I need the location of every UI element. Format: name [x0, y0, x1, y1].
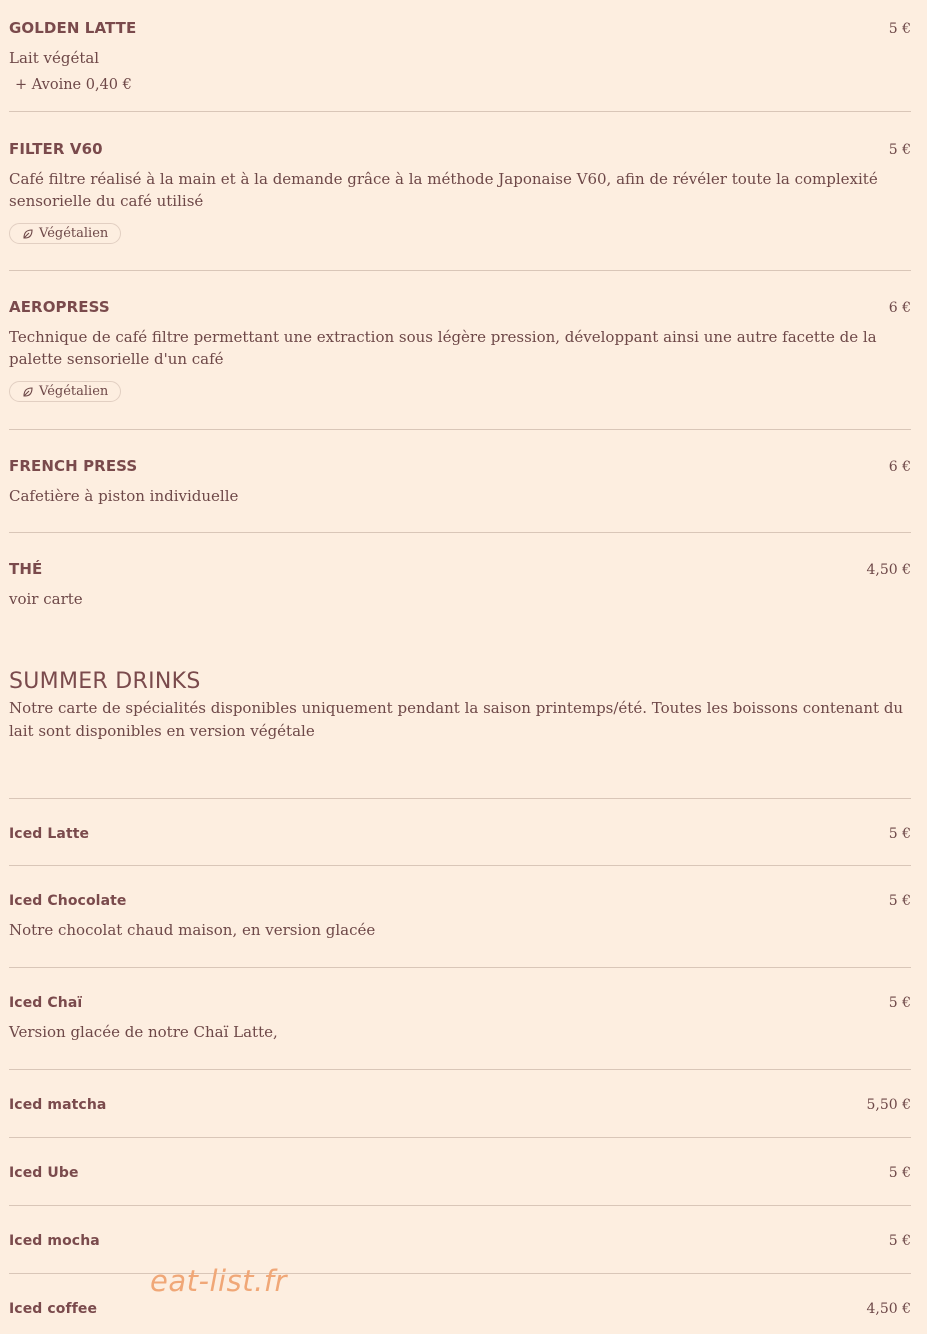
section-description: Notre carte de spécialités disponibles uniquement pendant la saison printemps/été. Toutes les boissons contenant du lait sont disponibles en version végétale — [9, 699, 904, 740]
menu-container — [9, 0, 911, 1334]
menu-item-the[interactable] — [9, 533, 911, 669]
item-description: Version glacée de notre Chaï Latte, — [9, 1023, 278, 1041]
menu-item-aeropress[interactable] — [9, 271, 911, 430]
leaf-icon — [22, 228, 34, 240]
item-price: 5 € — [888, 21, 911, 37]
item-name: AEROPRESS — [9, 298, 110, 316]
menu-item-french-press[interactable] — [9, 430, 911, 533]
menu-item-iced-chocolate[interactable] — [9, 866, 911, 968]
menu-item-iced-ube[interactable] — [9, 1138, 911, 1206]
item-description: Notre chocolat chaud maison, en version glacée — [9, 921, 376, 939]
item-price: 5 € — [888, 826, 911, 842]
section-summer-drinks — [9, 669, 911, 799]
item-name: FILTER V60 — [9, 140, 103, 158]
item-name: Iced matcha — [9, 1097, 107, 1113]
item-price: 5 € — [888, 893, 911, 909]
item-name: Iced Latte — [9, 826, 90, 842]
watermark: eat-list.fr — [150, 1264, 287, 1298]
item-name: THÉ — [9, 560, 43, 578]
menu-item-iced-mocha[interactable] — [9, 1206, 911, 1274]
item-name: GOLDEN LATTE — [9, 19, 137, 37]
item-name: Iced Chaï — [9, 995, 83, 1011]
item-price: 5 € — [888, 1165, 911, 1181]
item-description: Technique de café filtre permettant une extraction sous légère pression, développant ainsi une autre facette de la palette sensorielle d'un café — [9, 328, 877, 368]
item-description: Lait végétal — [9, 49, 100, 67]
item-price: 5 € — [888, 995, 911, 1011]
item-price: 5 € — [888, 1233, 911, 1249]
item-price: 6 € — [888, 459, 911, 475]
menu-item-filter-v60[interactable] — [9, 112, 911, 271]
vegan-badge — [9, 381, 121, 402]
leaf-icon — [22, 386, 34, 398]
vegan-badge — [9, 223, 121, 244]
menu-item-golden-latte[interactable] — [9, 0, 911, 112]
item-name: FRENCH PRESS — [9, 457, 138, 475]
item-description: Café filtre réalisé à la main et à la demande grâce à la méthode Japonaise V60, afin de révéler toute la complexité sensorielle du café utilisé — [9, 170, 878, 210]
section-title: SUMMER DRINKS — [9, 669, 201, 694]
item-option: + Avoine 0,40 € — [15, 77, 132, 93]
item-price: 6 € — [888, 300, 911, 316]
item-name: Iced mocha — [9, 1233, 100, 1249]
badge-label: Végétalien — [39, 226, 109, 241]
item-name: Iced Ube — [9, 1165, 79, 1181]
item-name: Iced Chocolate — [9, 893, 127, 909]
menu-item-iced-matcha[interactable] — [9, 1070, 911, 1138]
menu-item-iced-chai[interactable] — [9, 968, 911, 1070]
item-name: Iced coffee — [9, 1301, 98, 1317]
item-price: 5 € — [888, 142, 911, 158]
item-description: Cafetière à piston individuelle — [9, 487, 239, 505]
item-price: 5,50 € — [866, 1097, 911, 1113]
item-price: 4,50 € — [866, 562, 911, 578]
badge-label: Végétalien — [39, 384, 109, 399]
menu-item-iced-coffee[interactable] — [9, 1274, 911, 1334]
item-price: 4,50 € — [866, 1301, 911, 1317]
menu-item-iced-latte[interactable] — [9, 799, 911, 866]
item-description: voir carte — [9, 590, 83, 608]
